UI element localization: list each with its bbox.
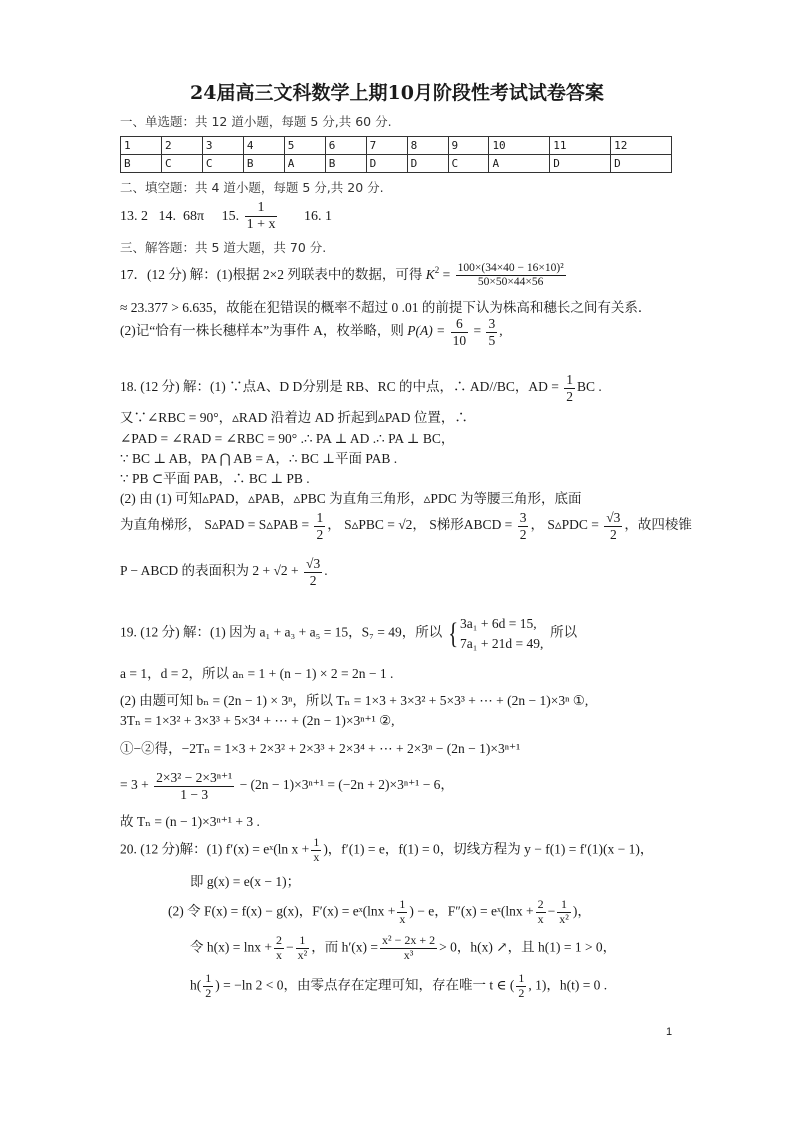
section-solution: 三、解答题：共 5 道大题，共 70 分.	[120, 240, 327, 255]
q20-text1b: )，f′(1) = e，f(1) = 0，切线方程为 y − f(1) = f′(1)(x − 1)，	[323, 841, 654, 857]
answer-table-number-cell: 3	[202, 137, 243, 155]
q19-line3: (2) 由题可知 bₙ = (2n − 1) × 3ⁿ，所以 Tₙ = 1×3 + 3×3² + 5×3³ + ⋯ + (2n − 1)×3ⁿ ①,	[120, 693, 589, 708]
fill-answers	[120, 200, 332, 233]
answer-table-number-row	[121, 137, 672, 155]
q20-frac8-den: 2	[205, 985, 212, 1000]
answer-table-number-cell: 5	[284, 137, 325, 155]
answer-table-number-cell: 6	[325, 137, 366, 155]
q20-frac7-den: x³	[403, 947, 414, 962]
page-number: 1	[666, 1026, 673, 1038]
answer-table-number-cell: 9	[448, 137, 489, 155]
q19-text6b: − (2n − 1)×3ⁿ⁺¹ = (−2n + 2)×3ⁿ⁺¹ − 6，	[239, 777, 454, 793]
q17-frac2	[486, 316, 497, 348]
q17-text3: (2)记“恰有一株长穗样本”为事件 A，枚举略，则	[120, 323, 404, 339]
q14-label: 14.	[158, 208, 176, 224]
q17-k2-symbol: K	[425, 266, 435, 282]
q20-text3a: (2) 令 F(x) = f(x) − g(x)，F′(x) = eˣ(lnx +	[168, 903, 396, 919]
q19-eq2: 7a₁ + 21d = 49,	[460, 635, 544, 651]
q19-brace: {	[447, 616, 458, 650]
answer-table-answer-cell: A	[489, 155, 550, 173]
q18-line3: ∠PAD = ∠RAD = ∠RBC = 90° .∴ PA ⊥ AD .∴ PA ⊥ BC，	[120, 431, 455, 446]
q20-text3d: )，	[572, 903, 591, 919]
q18-area3-num: 3	[519, 510, 527, 525]
q18-line2: 又∵∠RBC = 90°，▵RAD 沿着边 AD 折起到▵PAD 位置，∴	[120, 410, 468, 425]
q19-text1-end: 所以	[550, 624, 578, 640]
q18-line4: ∵ BC ⊥ AB，PA ⋂ AB = A，∴ BC ⊥平面 PAB .	[120, 451, 398, 466]
q20-frac4-den: x²	[559, 911, 569, 926]
q18-frac-half	[564, 372, 575, 404]
q20-frac2-den: x	[399, 911, 406, 926]
q20-text4c: ，而 h′(x) =	[311, 939, 379, 955]
q18-line1	[120, 372, 602, 404]
q19-system	[460, 614, 543, 653]
q20-frac3	[536, 898, 546, 927]
q20-frac3-num: 2	[537, 897, 544, 911]
q19-text1: (1) 因为 a₁ + a₃ + a₅ = 15，S₇ = 49，所以	[210, 624, 443, 640]
q20-text3b: ) − e，F″(x) = eˣ(lnx +	[409, 903, 534, 919]
q20-line3	[168, 898, 591, 927]
q20-frac8-num: 1	[205, 971, 212, 985]
q17-frac1-den: 10	[452, 332, 467, 348]
q20-text5c: , 1)，h(t) = 0 .	[528, 977, 608, 993]
answer-table-answer-cell: A	[284, 155, 325, 173]
q18-surface-frac	[304, 556, 322, 588]
answer-table-number-cell: 8	[407, 137, 448, 155]
q20-frac9-num: 1	[518, 971, 525, 985]
q19-sum-den: 1 − 3	[180, 786, 209, 802]
q18-surface-num: √3	[306, 556, 321, 571]
answer-table-answer-cell: B	[325, 155, 366, 173]
q17-line2: ≈ 23.377 > 6.635，故能在犯错误的概率不超过 0 .01 的前提下认为株高和穗长之间有关系．	[120, 300, 652, 315]
q20-frac5-num: 2	[275, 933, 282, 947]
q20-frac4	[557, 898, 571, 927]
page-title: 24届高三文科数学上期10月阶段性考试试卷答案	[190, 82, 604, 104]
q20-text3c: −	[547, 903, 556, 919]
q20-frac2	[397, 898, 407, 927]
q18-area1-den: 2	[316, 526, 324, 542]
q20-frac7	[380, 934, 437, 963]
q20-frac6-num: 1	[296, 934, 310, 949]
answer-table-answer-cell: D	[550, 155, 611, 173]
answer-table-answer-cell: D	[611, 155, 672, 173]
q18-area2: S▵PBC = √2，	[344, 517, 426, 533]
q18-text1: (1) ∵点A、D D分别是 RB、RC 的中点，∴ AD//BC，AD =	[210, 379, 559, 395]
q17-probability: P(A) =	[407, 323, 446, 339]
answer-table-number-cell: 1	[121, 137, 162, 155]
q19-line7: 故 Tₙ = (n − 1)×3ⁿ⁺¹ + 3 .	[120, 814, 260, 829]
q20-text4b: −	[285, 939, 294, 955]
q17-line1: 17．(12 分) 解：(1)根据 2×2 列联表中的数据，可得 $K^2$ = $\frac{\text{100×(34×40 − 16×10)²}}{50\times 50\times 44\times 56}$	[120, 262, 564, 289]
q19-label: 19. (12 分) 解：	[120, 624, 210, 640]
q18-line5: ∵ PB ⊂平面 PAB，∴ BC ⊥ PB .	[120, 471, 310, 486]
q20-line2: 即 g(x) = e(x − 1)；	[190, 874, 301, 889]
q19-text6a: = 3 +	[120, 777, 149, 793]
section-fill-blank: 二、填空题：共 4 道小题，每题 5 分,共 20 分.	[120, 180, 384, 195]
answer-table-answer-cell: B	[243, 155, 284, 173]
q18-line7: 为直角梯形， S▵PAD = S▵PAB = $\frac{1}{2}$ ， S▵PBC = √2， S梯形ABCD = $\frac{3}{2}$ ， S▵PDC = $\frac{√3}{2}$ ，故四棱锥	[120, 510, 692, 542]
answer-table-answer-row	[121, 155, 672, 173]
q20-frac6	[296, 934, 310, 963]
q20-line4	[190, 934, 616, 963]
q18-frac-half-den: 2	[566, 388, 574, 404]
q17-frac1	[451, 316, 469, 348]
section-single-choice: 一、单选题：共 12 道小题，每题 5 分,共 60 分.	[120, 114, 392, 129]
q18-area1-num: 1	[316, 510, 324, 525]
q16-answer: 16. 1	[303, 208, 332, 224]
q18-line8: P − ABCD 的表面积为 2 + √2 + $\frac{√3}{2}$ .	[120, 556, 328, 588]
q18-area3-frac	[518, 510, 529, 542]
q18-area3: S梯形ABCD =	[429, 517, 513, 533]
q20-frac9	[516, 972, 526, 1001]
q15-fraction	[245, 200, 278, 233]
q13-answer: 13. 2	[120, 208, 148, 224]
answer-table-answer-cell: C	[448, 155, 489, 173]
q18-area4-frac	[604, 510, 622, 542]
q19-line1	[120, 614, 577, 653]
answer-table-answer-cell: C	[202, 155, 243, 173]
q17-frac2-num: 3	[488, 316, 496, 331]
q18-area4-num: √3	[606, 510, 621, 525]
q17-label: 17．(12 分) 解：	[120, 266, 217, 282]
q18-text8: P − ABCD 的表面积为 2 + √2 +	[120, 563, 299, 579]
q18-area4-den: 2	[609, 526, 617, 542]
q18-frac-half-num: 1	[566, 372, 574, 387]
answer-table	[120, 136, 672, 173]
q20-frac6-den: x²	[297, 947, 308, 962]
q17-k2-denominator: 50×50×44×56	[477, 276, 544, 289]
q20-frac5-den: x	[275, 947, 282, 962]
answer-table-number-cell: 4	[243, 137, 284, 155]
q20-text4d: > 0，h(x) ↗，且 h(1) = 1 > 0，	[439, 939, 617, 955]
q20-frac1-den: x	[313, 849, 320, 864]
q18-text7-end: ，故四棱锥	[624, 517, 692, 533]
answer-table-answer-cell: C	[161, 155, 202, 173]
q17-line3: (2)记“恰有一株长穗样本”为事件 A，枚举略，则 P(A) = $\frac{6}{10}$ = $\frac{3}{5}$ ,	[120, 316, 503, 348]
q20-text5a: h(	[190, 977, 202, 993]
q18-surface-den: 2	[309, 572, 317, 588]
q15-label: 15.	[221, 208, 240, 224]
q20-text4a: 令 h(x) = lnx +	[190, 939, 272, 955]
answer-table-answer-cell: B	[121, 155, 162, 173]
q18-area1: S▵PAD = S▵PAB =	[204, 517, 310, 533]
q20-line1	[120, 836, 653, 865]
answer-table-number-cell: 11	[550, 137, 611, 155]
q20-frac1	[311, 836, 321, 865]
q20-frac7-num: x² − 2x + 2	[382, 933, 436, 947]
q14-answer: 68π	[183, 208, 205, 224]
q18-label: 18. (12 分) 解：	[120, 379, 210, 395]
q19-line5: ①−②得，−2Tₙ = 1×3 + 2×3² + 2×3³ + 2×3⁴ + ⋯ + 2×3ⁿ − (2n − 1)×3ⁿ⁺¹	[120, 741, 521, 756]
q17-k2-fraction	[456, 262, 566, 289]
answer-table-answer-cell: D	[366, 155, 407, 173]
answer-table-number-cell: 12	[611, 137, 672, 155]
q19-line4: 3Tₙ = 1×3² + 3×3³ + 5×3⁴ + ⋯ + (2n − 1)×3ⁿ⁺¹ ②,	[120, 713, 395, 728]
q18-text1-end: BC .	[577, 379, 602, 395]
answer-table-number-cell: 7	[366, 137, 407, 155]
q18-area1-frac	[314, 510, 325, 542]
q17-frac1-num: 6	[451, 316, 469, 333]
q20-frac3-den: x	[537, 911, 544, 926]
q20-line5	[190, 972, 607, 1001]
q20-frac1-num: 1	[313, 835, 320, 849]
q17-frac2-den: 5	[488, 332, 496, 348]
q20-frac5	[274, 934, 284, 963]
q19-line2: a = 1，d = 2，所以 aₙ = 1 + (n − 1) × 2 = 2n − 1 .	[120, 666, 394, 681]
answer-table-number-cell: 10	[489, 137, 550, 155]
q15-denominator: 1 + x	[246, 217, 276, 233]
q19-sum-frac	[154, 770, 234, 802]
q20-text5b: ) = −ln 2 < 0，由零点存在定理可知，存在唯一 t ∈ (	[215, 977, 515, 993]
q18-text7: 为直角梯形，	[120, 517, 201, 533]
q20-label: 20. (12 分)解：	[120, 841, 207, 857]
answer-table-answer-cell: D	[407, 155, 448, 173]
q20-frac4-num: 1	[557, 898, 571, 913]
q20-frac9-den: 2	[518, 985, 525, 1000]
q17-k2-numerator: 100×(34×40 − 16×10)²	[456, 262, 566, 276]
q19-sum-num: 2×3² − 2×3ⁿ⁺¹	[156, 770, 233, 785]
q19-eq1: 3a₁ + 6d = 15,	[460, 616, 537, 631]
q18-line6: (2) 由 (1) 可知▵PAD，▵PAB，▵PBC 为直角三角形，▵PDC 为等腰三角形，底面	[120, 491, 582, 506]
q17-text1: (1)根据 2×2 列联表中的数据，可得	[216, 266, 423, 282]
q20-frac2-num: 1	[399, 897, 406, 911]
q18-area4: S▵PDC =	[547, 517, 599, 533]
answer-table-number-cell: 2	[161, 137, 202, 155]
q18-area3-den: 2	[519, 526, 527, 542]
q20-text1a: (1) f′(x) = eˣ(ln x +	[206, 841, 310, 857]
q15-numerator: 1	[245, 200, 278, 217]
q19-line6	[120, 770, 454, 802]
q20-frac8	[203, 972, 213, 1001]
